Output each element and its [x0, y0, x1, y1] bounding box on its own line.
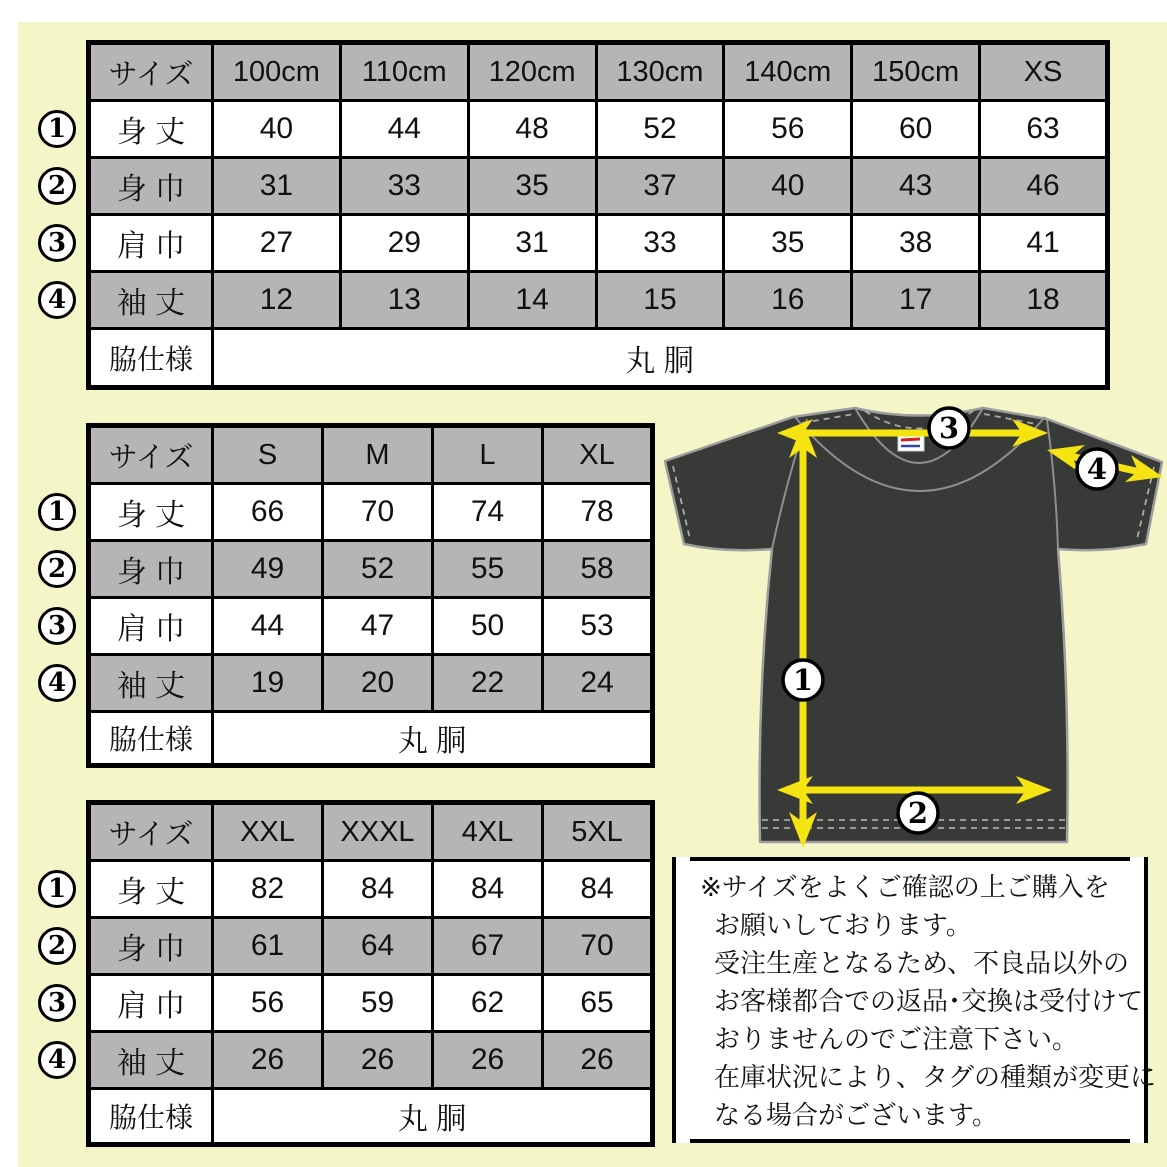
column-header: サイズ [89, 426, 213, 484]
note-box-top-border [690, 857, 1130, 861]
size-value: 62 [433, 975, 543, 1032]
size-value: 64 [323, 918, 433, 975]
size-value: 66 [213, 484, 323, 541]
size-value: 63 [980, 101, 1108, 158]
size-value: 70 [543, 918, 653, 975]
size-value: 52 [596, 101, 724, 158]
row-number-circle-1: 1 [38, 493, 76, 531]
footer-label: 脇仕様 [89, 329, 213, 388]
size-value: 17 [852, 272, 980, 329]
note-box [672, 857, 1157, 1143]
row-label: 身 丈 [89, 484, 213, 541]
size-value: 12 [213, 272, 341, 329]
row-label: 肩 巾 [89, 975, 213, 1032]
size-value: 20 [323, 655, 433, 712]
size-value: 15 [596, 272, 724, 329]
row-label: 身 巾 [89, 158, 213, 215]
size-value: 61 [213, 918, 323, 975]
circle-2-number: 2 [907, 796, 929, 830]
size-value: 59 [323, 975, 433, 1032]
size-value: 26 [543, 1032, 653, 1089]
circle-3-number: 3 [938, 411, 960, 445]
size-value: 22 [433, 655, 543, 712]
note-line: おりませんのでご注意下さい。 [714, 1024, 1079, 1054]
size-value: 24 [543, 655, 653, 712]
note-line: なる場合がございます。 [714, 1100, 998, 1130]
column-header: 120cm [468, 43, 596, 101]
column-header: XXXL [323, 803, 433, 861]
size-value: 44 [340, 101, 468, 158]
circle-4-number: 4 [1086, 452, 1108, 486]
column-header: XXL [213, 803, 323, 861]
note-line: 在庫状況により、タグの種類が変更に [714, 1062, 1157, 1092]
size-value: 29 [340, 215, 468, 272]
row-label: 袖 丈 [89, 1032, 213, 1089]
size-value: 74 [433, 484, 543, 541]
footer-value: 丸 胴 [213, 1089, 653, 1145]
row-label: 身 丈 [89, 101, 213, 158]
size-value: 26 [323, 1032, 433, 1089]
size-value: 56 [724, 101, 852, 158]
column-header: 4XL [433, 803, 543, 861]
size-value: 31 [213, 158, 341, 215]
size-value: 48 [468, 101, 596, 158]
size-value: 84 [323, 861, 433, 918]
size-value: 65 [543, 975, 653, 1032]
row-number-circle-4: 4 [38, 664, 76, 702]
row-number-circle-4: 4 [38, 1041, 76, 1079]
size-value: 13 [340, 272, 468, 329]
column-header: 100cm [213, 43, 341, 101]
column-header: M [323, 426, 433, 484]
size-value: 26 [213, 1032, 323, 1089]
row-number-circle-2: 2 [38, 167, 76, 205]
size-table-adult-wrap [47, 423, 655, 768]
row-number-circle-3: 3 [38, 224, 76, 262]
column-header: XL [543, 426, 653, 484]
row-number-circle-2: 2 [38, 927, 76, 965]
size-value: 41 [980, 215, 1108, 272]
row-number-circle-3: 3 [38, 984, 76, 1022]
size-value: 70 [323, 484, 433, 541]
size-value: 49 [213, 541, 323, 598]
row-label: 肩 巾 [89, 598, 213, 655]
size-value: 52 [323, 541, 433, 598]
note-line: お客様都合での返品･交換は受付けて [714, 986, 1144, 1016]
size-value: 35 [468, 158, 596, 215]
footer-label: 脇仕様 [89, 1089, 213, 1145]
size-value: 33 [596, 215, 724, 272]
size-table-big-wrap [47, 800, 655, 1147]
size-value: 47 [323, 598, 433, 655]
row-number-circle-4: 4 [38, 281, 76, 319]
size-value: 40 [724, 158, 852, 215]
footer-value: 丸 胴 [213, 329, 1108, 388]
row-label: 袖 丈 [89, 272, 213, 329]
column-header: 110cm [340, 43, 468, 101]
size-value: 40 [213, 101, 341, 158]
note-box-bottom-border [690, 1139, 1130, 1143]
column-header: 150cm [852, 43, 980, 101]
size-table-bottom [86, 800, 655, 1147]
row-label: 身 丈 [89, 861, 213, 918]
row-label: 身 巾 [89, 918, 213, 975]
row-label: 身 巾 [89, 541, 213, 598]
size-table-kids-wrap [47, 40, 1110, 390]
footer-label: 脇仕様 [89, 712, 213, 766]
size-value: 78 [543, 484, 653, 541]
note-line: お願いしております。 [714, 910, 972, 940]
row-number-circle-1: 1 [38, 110, 76, 148]
size-value: 26 [433, 1032, 543, 1089]
row-label: 袖 丈 [89, 655, 213, 712]
size-value: 84 [433, 861, 543, 918]
size-value: 50 [433, 598, 543, 655]
column-header: 5XL [543, 803, 653, 861]
size-value: 44 [213, 598, 323, 655]
tshirt-diagram [660, 393, 1167, 860]
size-value: 31 [468, 215, 596, 272]
size-value: 82 [213, 861, 323, 918]
size-value: 53 [543, 598, 653, 655]
size-value: 35 [724, 215, 852, 272]
column-header: サイズ [89, 43, 213, 101]
size-value: 56 [213, 975, 323, 1032]
size-value: 16 [724, 272, 852, 329]
brand-label [898, 434, 924, 451]
column-header: サイズ [89, 803, 213, 861]
size-value: 67 [433, 918, 543, 975]
size-value: 46 [980, 158, 1108, 215]
row-label: 肩 巾 [89, 215, 213, 272]
size-value: 55 [433, 541, 543, 598]
note-line: 受注生産となるため、不良品以外の [714, 948, 1129, 978]
row-number-circle-1: 1 [38, 870, 76, 908]
size-value: 33 [340, 158, 468, 215]
note-line: ※サイズをよくご確認の上ご購入を [700, 872, 1110, 902]
size-table-mid [86, 423, 655, 768]
row-number-circle-3: 3 [38, 607, 76, 645]
column-header: L [433, 426, 543, 484]
size-value: 19 [213, 655, 323, 712]
size-value: 14 [468, 272, 596, 329]
column-header: 130cm [596, 43, 724, 101]
column-header: S [213, 426, 323, 484]
size-value: 84 [543, 861, 653, 918]
size-table-top [86, 40, 1110, 390]
size-value: 38 [852, 215, 980, 272]
size-value: 60 [852, 101, 980, 158]
column-header: 140cm [724, 43, 852, 101]
circle-1-number: 1 [792, 663, 814, 697]
size-value: 58 [543, 541, 653, 598]
size-value: 43 [852, 158, 980, 215]
note-text [700, 868, 1157, 1134]
size-value: 18 [980, 272, 1108, 329]
footer-value: 丸 胴 [213, 712, 653, 766]
size-value: 27 [213, 215, 341, 272]
column-header: XS [980, 43, 1108, 101]
size-value: 37 [596, 158, 724, 215]
row-number-circle-2: 2 [38, 550, 76, 588]
